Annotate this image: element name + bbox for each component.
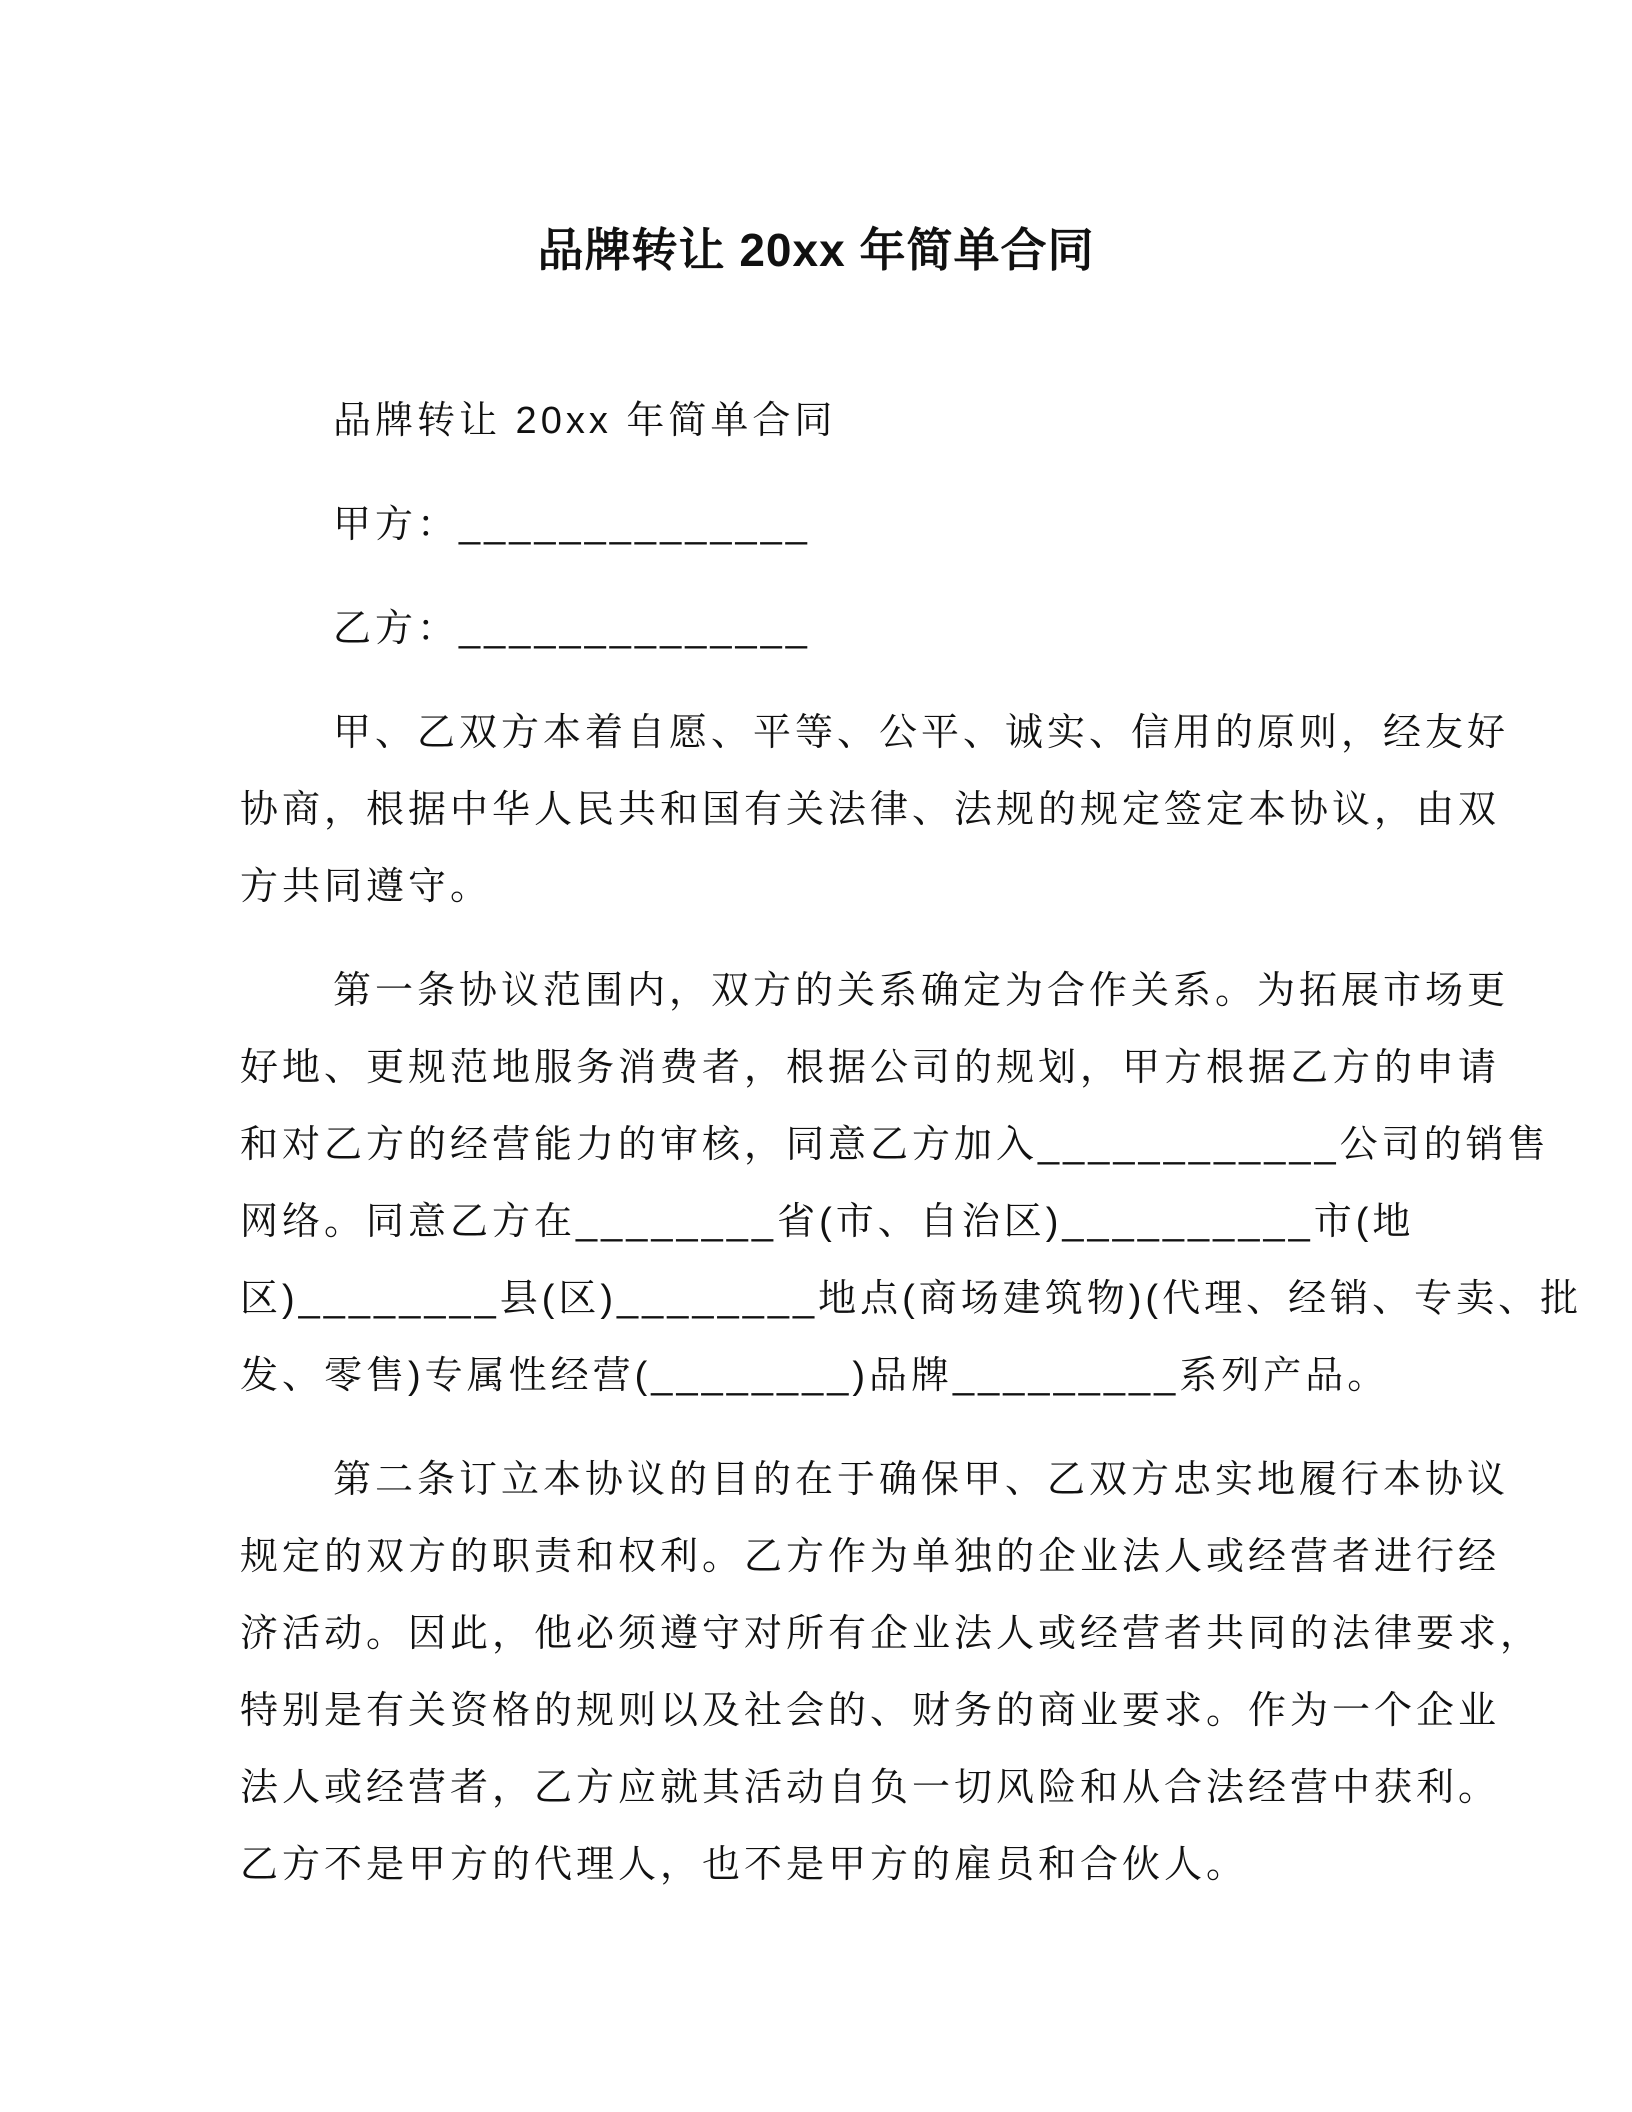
paragraph-line: 规定的双方的职责和权利。乙方作为单独的企业法人或经营者进行经: [240, 1536, 1501, 1578]
party-a-paragraph: [240, 487, 1380, 564]
paragraph-line: 网络。同意乙方在________省(市、自治区)__________市(地: [240, 1201, 1415, 1243]
paragraph-line: 甲方：______________: [333, 504, 811, 546]
paragraph-line: 第二条订立本协议的目的在于确保甲、乙双方忠实地履行本协议: [333, 1459, 1510, 1501]
document-title: 品牌转让 20xx 年简单合同: [537, 224, 1095, 276]
paragraph-line: 乙方：______________: [333, 608, 811, 650]
paragraph-line: 品牌转让 20xx 年简单合同: [333, 400, 837, 442]
paragraph-line: 济活动。因此，他必须遵守对所有企业法人或经营者共同的法律要求，: [240, 1613, 1543, 1655]
article-1-paragraph: [240, 953, 1583, 1415]
document-body: [240, 383, 1583, 1931]
paragraph-line: 甲、乙双方本着自愿、平等、公平、诚实、信用的原则，经友好: [333, 712, 1510, 754]
paragraph-line: 发、零售)专属性经营(________)品牌_________系列产品。: [240, 1355, 1390, 1397]
paragraph-line: 方共同遵守。: [240, 866, 493, 908]
paragraph-line: 法人或经营者，乙方应就其活动自负一切风险和从合法经营中获利。: [240, 1767, 1501, 1809]
paragraph-line: 好地、更规范地服务消费者，根据公司的规划，甲方根据乙方的申请: [240, 1047, 1501, 1089]
preamble-paragraph: [240, 695, 1510, 926]
article-2-paragraph: [240, 1442, 1543, 1904]
paragraph-line: 区)________县(区)________地点(商场建筑物)(代理、经销、专卖、批: [240, 1278, 1583, 1320]
paragraph-line: 和对乙方的经营能力的审核，同意乙方加入____________公司的销售: [240, 1124, 1550, 1166]
party-b-paragraph: [240, 591, 1380, 668]
paragraph-line: 协商，根据中华人民共和国有关法律、法规的规定签定本协议，由双: [240, 789, 1501, 831]
paragraph-line: 乙方不是甲方的代理人，也不是甲方的雇员和合伙人。: [240, 1844, 1249, 1886]
paragraph-line: 特别是有关资格的规则以及社会的、财务的商业要求。作为一个企业: [240, 1690, 1501, 1732]
paragraph-line: 第一条协议范围内，双方的关系确定为合作关系。为拓展市场更: [333, 970, 1510, 1012]
subtitle-paragraph: [240, 383, 1380, 460]
